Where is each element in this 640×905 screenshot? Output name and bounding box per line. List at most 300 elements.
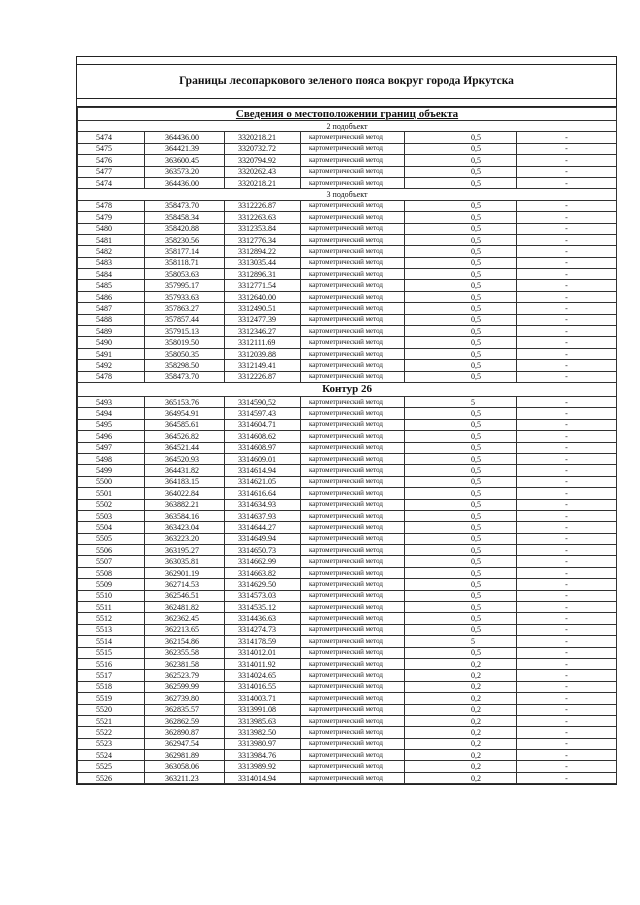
y-coordinate-cell: 3320732.72 xyxy=(225,143,301,154)
method-cell: картометрический метод xyxy=(301,326,405,337)
accuracy-cell: 0,5 xyxy=(405,579,517,590)
y-coordinate-cell: 3314012.01 xyxy=(225,647,301,658)
method-cell: картометрический метод xyxy=(301,681,405,692)
y-coordinate-cell: 3312771.54 xyxy=(225,280,301,291)
method-cell: картометрический метод xyxy=(301,212,405,223)
y-coordinate-cell: 3320218.21 xyxy=(225,177,301,188)
method-cell: картометрический метод xyxy=(301,303,405,314)
y-coordinate-cell: 3314621.05 xyxy=(225,476,301,487)
method-cell: картометрический метод xyxy=(301,166,405,177)
coordinates-table xyxy=(77,107,617,784)
method-cell: картометрический метод xyxy=(301,371,405,382)
table-row xyxy=(78,693,617,704)
y-coordinate-cell: 3313984.76 xyxy=(225,750,301,761)
table-row xyxy=(78,761,617,772)
table-row xyxy=(78,545,617,556)
description-cell: - xyxy=(517,177,617,188)
point-number-cell: 5498 xyxy=(78,453,145,464)
accuracy-cell: 0,2 xyxy=(405,750,517,761)
accuracy-cell: 0,5 xyxy=(405,533,517,544)
method-cell: картометрический метод xyxy=(301,132,405,143)
method-cell: картометрический метод xyxy=(301,408,405,419)
table-row xyxy=(78,326,617,337)
point-number-cell: 5474 xyxy=(78,177,145,188)
y-coordinate-cell: 3314629.50 xyxy=(225,579,301,590)
table-row xyxy=(78,396,617,407)
y-coordinate-cell: 3314573.03 xyxy=(225,590,301,601)
table-row xyxy=(78,155,617,166)
description-cell: - xyxy=(517,556,617,567)
contour-heading-row xyxy=(78,382,617,396)
description-cell: - xyxy=(517,396,617,407)
y-coordinate-cell: 3314535.12 xyxy=(225,602,301,613)
accuracy-cell: 0,5 xyxy=(405,442,517,453)
accuracy-cell: 0,5 xyxy=(405,143,517,154)
description-cell: - xyxy=(517,212,617,223)
table-row xyxy=(78,704,617,715)
table-row xyxy=(78,132,617,143)
table-row xyxy=(78,337,617,348)
method-cell: картометрический метод xyxy=(301,348,405,359)
y-coordinate-cell: 3314614.94 xyxy=(225,465,301,476)
table-row xyxy=(78,246,617,257)
y-coordinate-cell: 3314590,52 xyxy=(225,396,301,407)
table-row xyxy=(78,636,617,647)
accuracy-cell: 0,5 xyxy=(405,602,517,613)
table-row xyxy=(78,200,617,211)
accuracy-cell: 0,5 xyxy=(405,408,517,419)
accuracy-cell: 0,5 xyxy=(405,314,517,325)
point-number-cell: 5480 xyxy=(78,223,145,234)
description-cell: - xyxy=(517,488,617,499)
accuracy-cell: 0,2 xyxy=(405,738,517,749)
point-number-cell: 5493 xyxy=(78,396,145,407)
x-coordinate-cell: 358177.14 xyxy=(145,246,225,257)
description-cell: - xyxy=(517,166,617,177)
x-coordinate-cell: 363573.20 xyxy=(145,166,225,177)
x-coordinate-cell: 365153.76 xyxy=(145,396,225,407)
x-coordinate-cell: 363223.20 xyxy=(145,533,225,544)
table-row xyxy=(78,613,617,624)
y-coordinate-cell: 3314616.64 xyxy=(225,488,301,499)
point-number-cell: 5504 xyxy=(78,522,145,533)
method-cell: картометрический метод xyxy=(301,177,405,188)
x-coordinate-cell: 364585.61 xyxy=(145,419,225,430)
method-cell: картометрический метод xyxy=(301,234,405,245)
description-cell: - xyxy=(517,636,617,647)
table-row xyxy=(78,567,617,578)
method-cell: картометрический метод xyxy=(301,522,405,533)
method-cell: картометрический метод xyxy=(301,280,405,291)
point-number-cell: 5487 xyxy=(78,303,145,314)
y-coordinate-cell: 3314608.62 xyxy=(225,431,301,442)
description-cell: - xyxy=(517,257,617,268)
description-cell: - xyxy=(517,280,617,291)
x-coordinate-cell: 362154.86 xyxy=(145,636,225,647)
description-cell: - xyxy=(517,579,617,590)
method-cell: картометрический метод xyxy=(301,750,405,761)
x-coordinate-cell: 364022.84 xyxy=(145,488,225,499)
point-number-cell: 5505 xyxy=(78,533,145,544)
table-row xyxy=(78,234,617,245)
point-number-cell: 5507 xyxy=(78,556,145,567)
x-coordinate-cell: 364526.82 xyxy=(145,431,225,442)
point-number-cell: 5526 xyxy=(78,772,145,783)
table-row xyxy=(78,579,617,590)
description-cell: - xyxy=(517,476,617,487)
description-cell: - xyxy=(517,419,617,430)
accuracy-cell: 0,2 xyxy=(405,670,517,681)
description-cell: - xyxy=(517,408,617,419)
description-cell: - xyxy=(517,269,617,280)
table-row xyxy=(78,303,617,314)
point-number-cell: 5494 xyxy=(78,408,145,419)
accuracy-cell: 5 xyxy=(405,636,517,647)
accuracy-cell: 0,5 xyxy=(405,371,517,382)
table-row xyxy=(78,291,617,302)
x-coordinate-cell: 362481.82 xyxy=(145,602,225,613)
y-coordinate-cell: 3314024.65 xyxy=(225,670,301,681)
y-coordinate-cell: 3314604.71 xyxy=(225,419,301,430)
y-coordinate-cell: 3312477.39 xyxy=(225,314,301,325)
table-row xyxy=(78,453,617,464)
x-coordinate-cell: 358230.56 xyxy=(145,234,225,245)
x-coordinate-cell: 364431.82 xyxy=(145,465,225,476)
method-cell: картометрический метод xyxy=(301,442,405,453)
x-coordinate-cell: 358473.70 xyxy=(145,200,225,211)
point-number-cell: 5497 xyxy=(78,442,145,453)
subobject-heading-row xyxy=(78,189,617,200)
accuracy-cell: 0,2 xyxy=(405,727,517,738)
y-coordinate-cell: 3312226.87 xyxy=(225,200,301,211)
section-heading-row xyxy=(78,108,617,121)
accuracy-cell: 0,5 xyxy=(405,590,517,601)
description-cell: - xyxy=(517,314,617,325)
y-coordinate-cell: 3314178.59 xyxy=(225,636,301,647)
point-number-cell: 5525 xyxy=(78,761,145,772)
point-number-cell: 5513 xyxy=(78,624,145,635)
table-row xyxy=(78,223,617,234)
description-cell: - xyxy=(517,647,617,658)
method-cell: картометрический метод xyxy=(301,499,405,510)
accuracy-cell: 0,5 xyxy=(405,556,517,567)
point-number-cell: 5520 xyxy=(78,704,145,715)
y-coordinate-cell: 3312263.63 xyxy=(225,212,301,223)
x-coordinate-cell: 358019.50 xyxy=(145,337,225,348)
point-number-cell: 5510 xyxy=(78,590,145,601)
point-number-cell: 5488 xyxy=(78,314,145,325)
y-coordinate-cell: 3314662.99 xyxy=(225,556,301,567)
accuracy-cell: 0,5 xyxy=(405,348,517,359)
table-row xyxy=(78,510,617,521)
description-cell: - xyxy=(517,431,617,442)
point-number-cell: 5486 xyxy=(78,291,145,302)
accuracy-cell: 0,5 xyxy=(405,419,517,430)
accuracy-cell: 0,5 xyxy=(405,488,517,499)
accuracy-cell: 0,2 xyxy=(405,772,517,783)
method-cell: картометрический метод xyxy=(301,453,405,464)
method-cell: картометрический метод xyxy=(301,670,405,681)
point-number-cell: 5481 xyxy=(78,234,145,245)
description-cell: - xyxy=(517,704,617,715)
method-cell: картометрический метод xyxy=(301,510,405,521)
accuracy-cell: 0,5 xyxy=(405,647,517,658)
accuracy-cell: 0,5 xyxy=(405,200,517,211)
x-coordinate-cell: 362355.58 xyxy=(145,647,225,658)
description-cell: - xyxy=(517,533,617,544)
method-cell: картометрический метод xyxy=(301,658,405,669)
x-coordinate-cell: 357933.63 xyxy=(145,291,225,302)
y-coordinate-cell: 3314609.01 xyxy=(225,453,301,464)
x-coordinate-cell: 364521.44 xyxy=(145,442,225,453)
method-cell: картометрический метод xyxy=(301,567,405,578)
method-cell: картометрический метод xyxy=(301,693,405,704)
table-row xyxy=(78,431,617,442)
method-cell: картометрический метод xyxy=(301,556,405,567)
accuracy-cell: 0,5 xyxy=(405,166,517,177)
y-coordinate-cell: 3314274.73 xyxy=(225,624,301,635)
x-coordinate-cell: 362739.80 xyxy=(145,693,225,704)
y-coordinate-cell: 3312776.34 xyxy=(225,234,301,245)
table-row xyxy=(78,556,617,567)
method-cell: картометрический метод xyxy=(301,431,405,442)
y-coordinate-cell: 3314634.93 xyxy=(225,499,301,510)
method-cell: картометрический метод xyxy=(301,761,405,772)
y-coordinate-cell: 3314014.94 xyxy=(225,772,301,783)
x-coordinate-cell: 358458.34 xyxy=(145,212,225,223)
description-cell: - xyxy=(517,590,617,601)
accuracy-cell: 0,5 xyxy=(405,453,517,464)
method-cell: картометрический метод xyxy=(301,636,405,647)
x-coordinate-cell: 357857.44 xyxy=(145,314,225,325)
description-cell: - xyxy=(517,567,617,578)
method-cell: картометрический метод xyxy=(301,533,405,544)
table-row xyxy=(78,750,617,761)
description-cell: - xyxy=(517,348,617,359)
accuracy-cell: 0,5 xyxy=(405,431,517,442)
x-coordinate-cell: 358118.71 xyxy=(145,257,225,268)
y-coordinate-cell: 3312039.88 xyxy=(225,348,301,359)
x-coordinate-cell: 363584.16 xyxy=(145,510,225,521)
x-coordinate-cell: 363058.06 xyxy=(145,761,225,772)
x-coordinate-cell: 364436.00 xyxy=(145,132,225,143)
x-coordinate-cell: 357863.27 xyxy=(145,303,225,314)
method-cell: картометрический метод xyxy=(301,396,405,407)
table-row xyxy=(78,257,617,268)
description-cell: - xyxy=(517,303,617,314)
table-row xyxy=(78,624,617,635)
y-coordinate-cell: 3313035.44 xyxy=(225,257,301,268)
x-coordinate-cell: 358053.63 xyxy=(145,269,225,280)
y-coordinate-cell: 3312346.27 xyxy=(225,326,301,337)
description-cell: - xyxy=(517,522,617,533)
accuracy-cell: 0,5 xyxy=(405,257,517,268)
top-spacer xyxy=(77,57,616,64)
point-number-cell: 5499 xyxy=(78,465,145,476)
description-cell: - xyxy=(517,143,617,154)
method-cell: картометрический метод xyxy=(301,143,405,154)
table-row xyxy=(78,715,617,726)
point-number-cell: 5476 xyxy=(78,155,145,166)
point-number-cell: 5485 xyxy=(78,280,145,291)
description-cell: - xyxy=(517,234,617,245)
table-row xyxy=(78,738,617,749)
x-coordinate-cell: 362901.19 xyxy=(145,567,225,578)
table-row xyxy=(78,681,617,692)
accuracy-cell: 0,5 xyxy=(405,223,517,234)
y-coordinate-cell: 3314608.97 xyxy=(225,442,301,453)
table-row xyxy=(78,476,617,487)
point-number-cell: 5479 xyxy=(78,212,145,223)
x-coordinate-cell: 363600.45 xyxy=(145,155,225,166)
x-coordinate-cell: 364520.93 xyxy=(145,453,225,464)
section-heading: Сведения о местоположении границ объекта xyxy=(78,108,617,121)
point-number-cell: 5477 xyxy=(78,166,145,177)
method-cell: картометрический метод xyxy=(301,579,405,590)
accuracy-cell: 0,5 xyxy=(405,212,517,223)
description-cell: - xyxy=(517,246,617,257)
x-coordinate-cell: 364436.00 xyxy=(145,177,225,188)
accuracy-cell: 0,5 xyxy=(405,360,517,371)
x-coordinate-cell: 362981.89 xyxy=(145,750,225,761)
method-cell: картометрический метод xyxy=(301,223,405,234)
subobject-heading-row xyxy=(78,121,617,132)
point-number-cell: 5495 xyxy=(78,419,145,430)
y-coordinate-cell: 3313982.50 xyxy=(225,727,301,738)
point-number-cell: 5521 xyxy=(78,715,145,726)
method-cell: картометрический метод xyxy=(301,246,405,257)
method-cell: картометрический метод xyxy=(301,291,405,302)
table-row xyxy=(78,670,617,681)
accuracy-cell: 0,5 xyxy=(405,465,517,476)
y-coordinate-cell: 3314436.63 xyxy=(225,613,301,624)
x-coordinate-cell: 364183.15 xyxy=(145,476,225,487)
point-number-cell: 5515 xyxy=(78,647,145,658)
table-row xyxy=(78,499,617,510)
accuracy-cell: 0,5 xyxy=(405,177,517,188)
accuracy-cell: 0,5 xyxy=(405,234,517,245)
description-cell: - xyxy=(517,453,617,464)
accuracy-cell: 0,5 xyxy=(405,291,517,302)
y-coordinate-cell: 3314011.92 xyxy=(225,658,301,669)
x-coordinate-cell: 363195.27 xyxy=(145,545,225,556)
method-cell: картометрический метод xyxy=(301,465,405,476)
table-row xyxy=(78,465,617,476)
y-coordinate-cell: 3320262.43 xyxy=(225,166,301,177)
point-number-cell: 5500 xyxy=(78,476,145,487)
x-coordinate-cell: 362546.51 xyxy=(145,590,225,601)
description-cell: - xyxy=(517,326,617,337)
y-coordinate-cell: 3312896.31 xyxy=(225,269,301,280)
x-coordinate-cell: 362835.57 xyxy=(145,704,225,715)
y-coordinate-cell: 3313980.97 xyxy=(225,738,301,749)
description-cell: - xyxy=(517,337,617,348)
y-coordinate-cell: 3320794.92 xyxy=(225,155,301,166)
point-number-cell: 5518 xyxy=(78,681,145,692)
table-row xyxy=(78,590,617,601)
accuracy-cell: 0,5 xyxy=(405,567,517,578)
description-cell: - xyxy=(517,223,617,234)
point-number-cell: 5506 xyxy=(78,545,145,556)
description-cell: - xyxy=(517,681,617,692)
accuracy-cell: 0,2 xyxy=(405,704,517,715)
method-cell: картометрический метод xyxy=(301,337,405,348)
description-cell: - xyxy=(517,624,617,635)
accuracy-cell: 0,5 xyxy=(405,476,517,487)
point-number-cell: 5478 xyxy=(78,200,145,211)
point-number-cell: 5519 xyxy=(78,693,145,704)
y-coordinate-cell: 3312490.51 xyxy=(225,303,301,314)
x-coordinate-cell: 358420.88 xyxy=(145,223,225,234)
method-cell: картометрический метод xyxy=(301,257,405,268)
accuracy-cell: 0,2 xyxy=(405,681,517,692)
y-coordinate-cell: 3314649.94 xyxy=(225,533,301,544)
y-coordinate-cell: 3312149.41 xyxy=(225,360,301,371)
y-coordinate-cell: 3314003.71 xyxy=(225,693,301,704)
table-row xyxy=(78,772,617,783)
point-number-cell: 5517 xyxy=(78,670,145,681)
method-cell: картометрический метод xyxy=(301,602,405,613)
point-number-cell: 5502 xyxy=(78,499,145,510)
table-row xyxy=(78,177,617,188)
point-number-cell: 5501 xyxy=(78,488,145,499)
x-coordinate-cell: 363211.23 xyxy=(145,772,225,783)
point-number-cell: 5503 xyxy=(78,510,145,521)
x-coordinate-cell: 362213.65 xyxy=(145,624,225,635)
description-cell: - xyxy=(517,442,617,453)
contour-heading: Контур 26 xyxy=(78,382,617,396)
table-row xyxy=(78,269,617,280)
table-row xyxy=(78,371,617,382)
point-number-cell: 5478 xyxy=(78,371,145,382)
table-row xyxy=(78,166,617,177)
accuracy-cell: 0,5 xyxy=(405,280,517,291)
method-cell: картометрический метод xyxy=(301,647,405,658)
table-row xyxy=(78,408,617,419)
point-number-cell: 5475 xyxy=(78,143,145,154)
point-number-cell: 5492 xyxy=(78,360,145,371)
x-coordinate-cell: 363035.81 xyxy=(145,556,225,567)
method-cell: картометрический метод xyxy=(301,727,405,738)
method-cell: картометрический метод xyxy=(301,613,405,624)
y-coordinate-cell: 3314597.43 xyxy=(225,408,301,419)
table-row xyxy=(78,727,617,738)
y-coordinate-cell: 3314016.55 xyxy=(225,681,301,692)
y-coordinate-cell: 3314637.93 xyxy=(225,510,301,521)
description-cell: - xyxy=(517,499,617,510)
point-number-cell: 5522 xyxy=(78,727,145,738)
document-frame xyxy=(76,56,617,785)
y-coordinate-cell: 3312353.84 xyxy=(225,223,301,234)
method-cell: картометрический метод xyxy=(301,200,405,211)
point-number-cell: 5514 xyxy=(78,636,145,647)
accuracy-cell: 0,2 xyxy=(405,761,517,772)
x-coordinate-cell: 363882.21 xyxy=(145,499,225,510)
y-coordinate-cell: 3312640.00 xyxy=(225,291,301,302)
point-number-cell: 5491 xyxy=(78,348,145,359)
table-row xyxy=(78,314,617,325)
description-cell: - xyxy=(517,715,617,726)
x-coordinate-cell: 363423.04 xyxy=(145,522,225,533)
accuracy-cell: 0,5 xyxy=(405,246,517,257)
description-cell: - xyxy=(517,727,617,738)
point-number-cell: 5474 xyxy=(78,132,145,143)
description-cell: - xyxy=(517,693,617,704)
description-cell: - xyxy=(517,291,617,302)
point-number-cell: 5490 xyxy=(78,337,145,348)
x-coordinate-cell: 358050.35 xyxy=(145,348,225,359)
x-coordinate-cell: 362523.79 xyxy=(145,670,225,681)
